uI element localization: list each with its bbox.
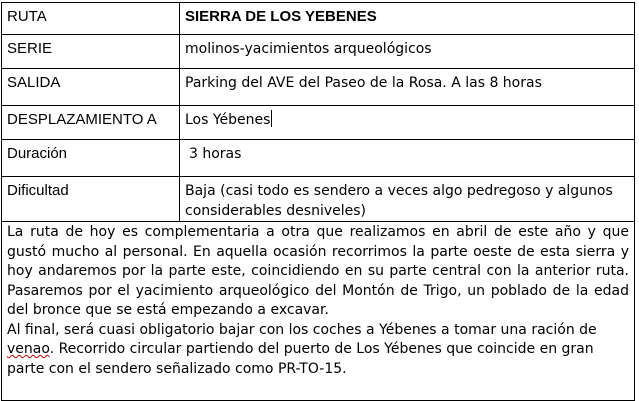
spellcheck-flagged-word[interactable]: venao [7, 341, 50, 357]
table-row-dificultad [2, 177, 635, 222]
table-row-description [2, 222, 635, 401]
label-salida: SALIDA [2, 69, 180, 106]
label-ruta: RUTA [2, 3, 180, 35]
table-row-ruta [2, 3, 635, 35]
description-cell [2, 222, 635, 401]
table-row-serie [2, 35, 635, 69]
value-duracion: 3 horas [180, 140, 635, 177]
value-dificultad: Baja (casi todo es sendero a veces algo pedregoso y algunos considerables desniveles) [180, 177, 635, 222]
label-duracion: Duración [2, 140, 180, 177]
route-info-table [1, 2, 635, 401]
label-serie: SERIE [2, 35, 180, 69]
label-desplazamiento: DESPLAZAMIENTO A [2, 106, 180, 140]
value-salida: Parking del AVE del Paseo de la Rosa. A las 8 horas [180, 69, 635, 106]
description-paragraph-2-end: . Recorrido circular partiendo del puerto de Los Yébenes que coincide en gran parte con el sendero señalizado como PR-TO-15. [7, 341, 594, 377]
text-cursor [271, 110, 272, 127]
value-serie: molinos-yacimientos arqueológicos [180, 35, 635, 69]
table-row-duracion [2, 140, 635, 177]
value-desplazamiento-cell[interactable] [180, 106, 635, 140]
description-paragraph-1: La ruta de hoy es complementaria a otra que realizamos en abril de este año y que gustó mucho al personal. En aquella ocasión recorrimos la parte oeste de esta sierra y hoy andaremos por la parte este, coincidiendo en su parte central con la anterior ruta. Pasaremos por el yacimiento arqueológico del Montón de Trigo, un poblado de la edad del bronce que se está empezando a excavar. [7, 224, 629, 318]
value-ruta: SIERRA DE LOS YEBENES [180, 3, 635, 35]
table-row-salida [2, 69, 635, 106]
label-dificultad: Dificultad [2, 177, 180, 222]
description-paragraph-2-start: Al final, será cuasi obligatorio bajar con los coches a Yébenes a tomar una ración de [7, 321, 597, 338]
table-row-desplazamiento [2, 106, 635, 140]
value-desplazamiento[interactable]: Los Yébenes [185, 112, 271, 128]
description-paragraph-2 [7, 321, 629, 380]
